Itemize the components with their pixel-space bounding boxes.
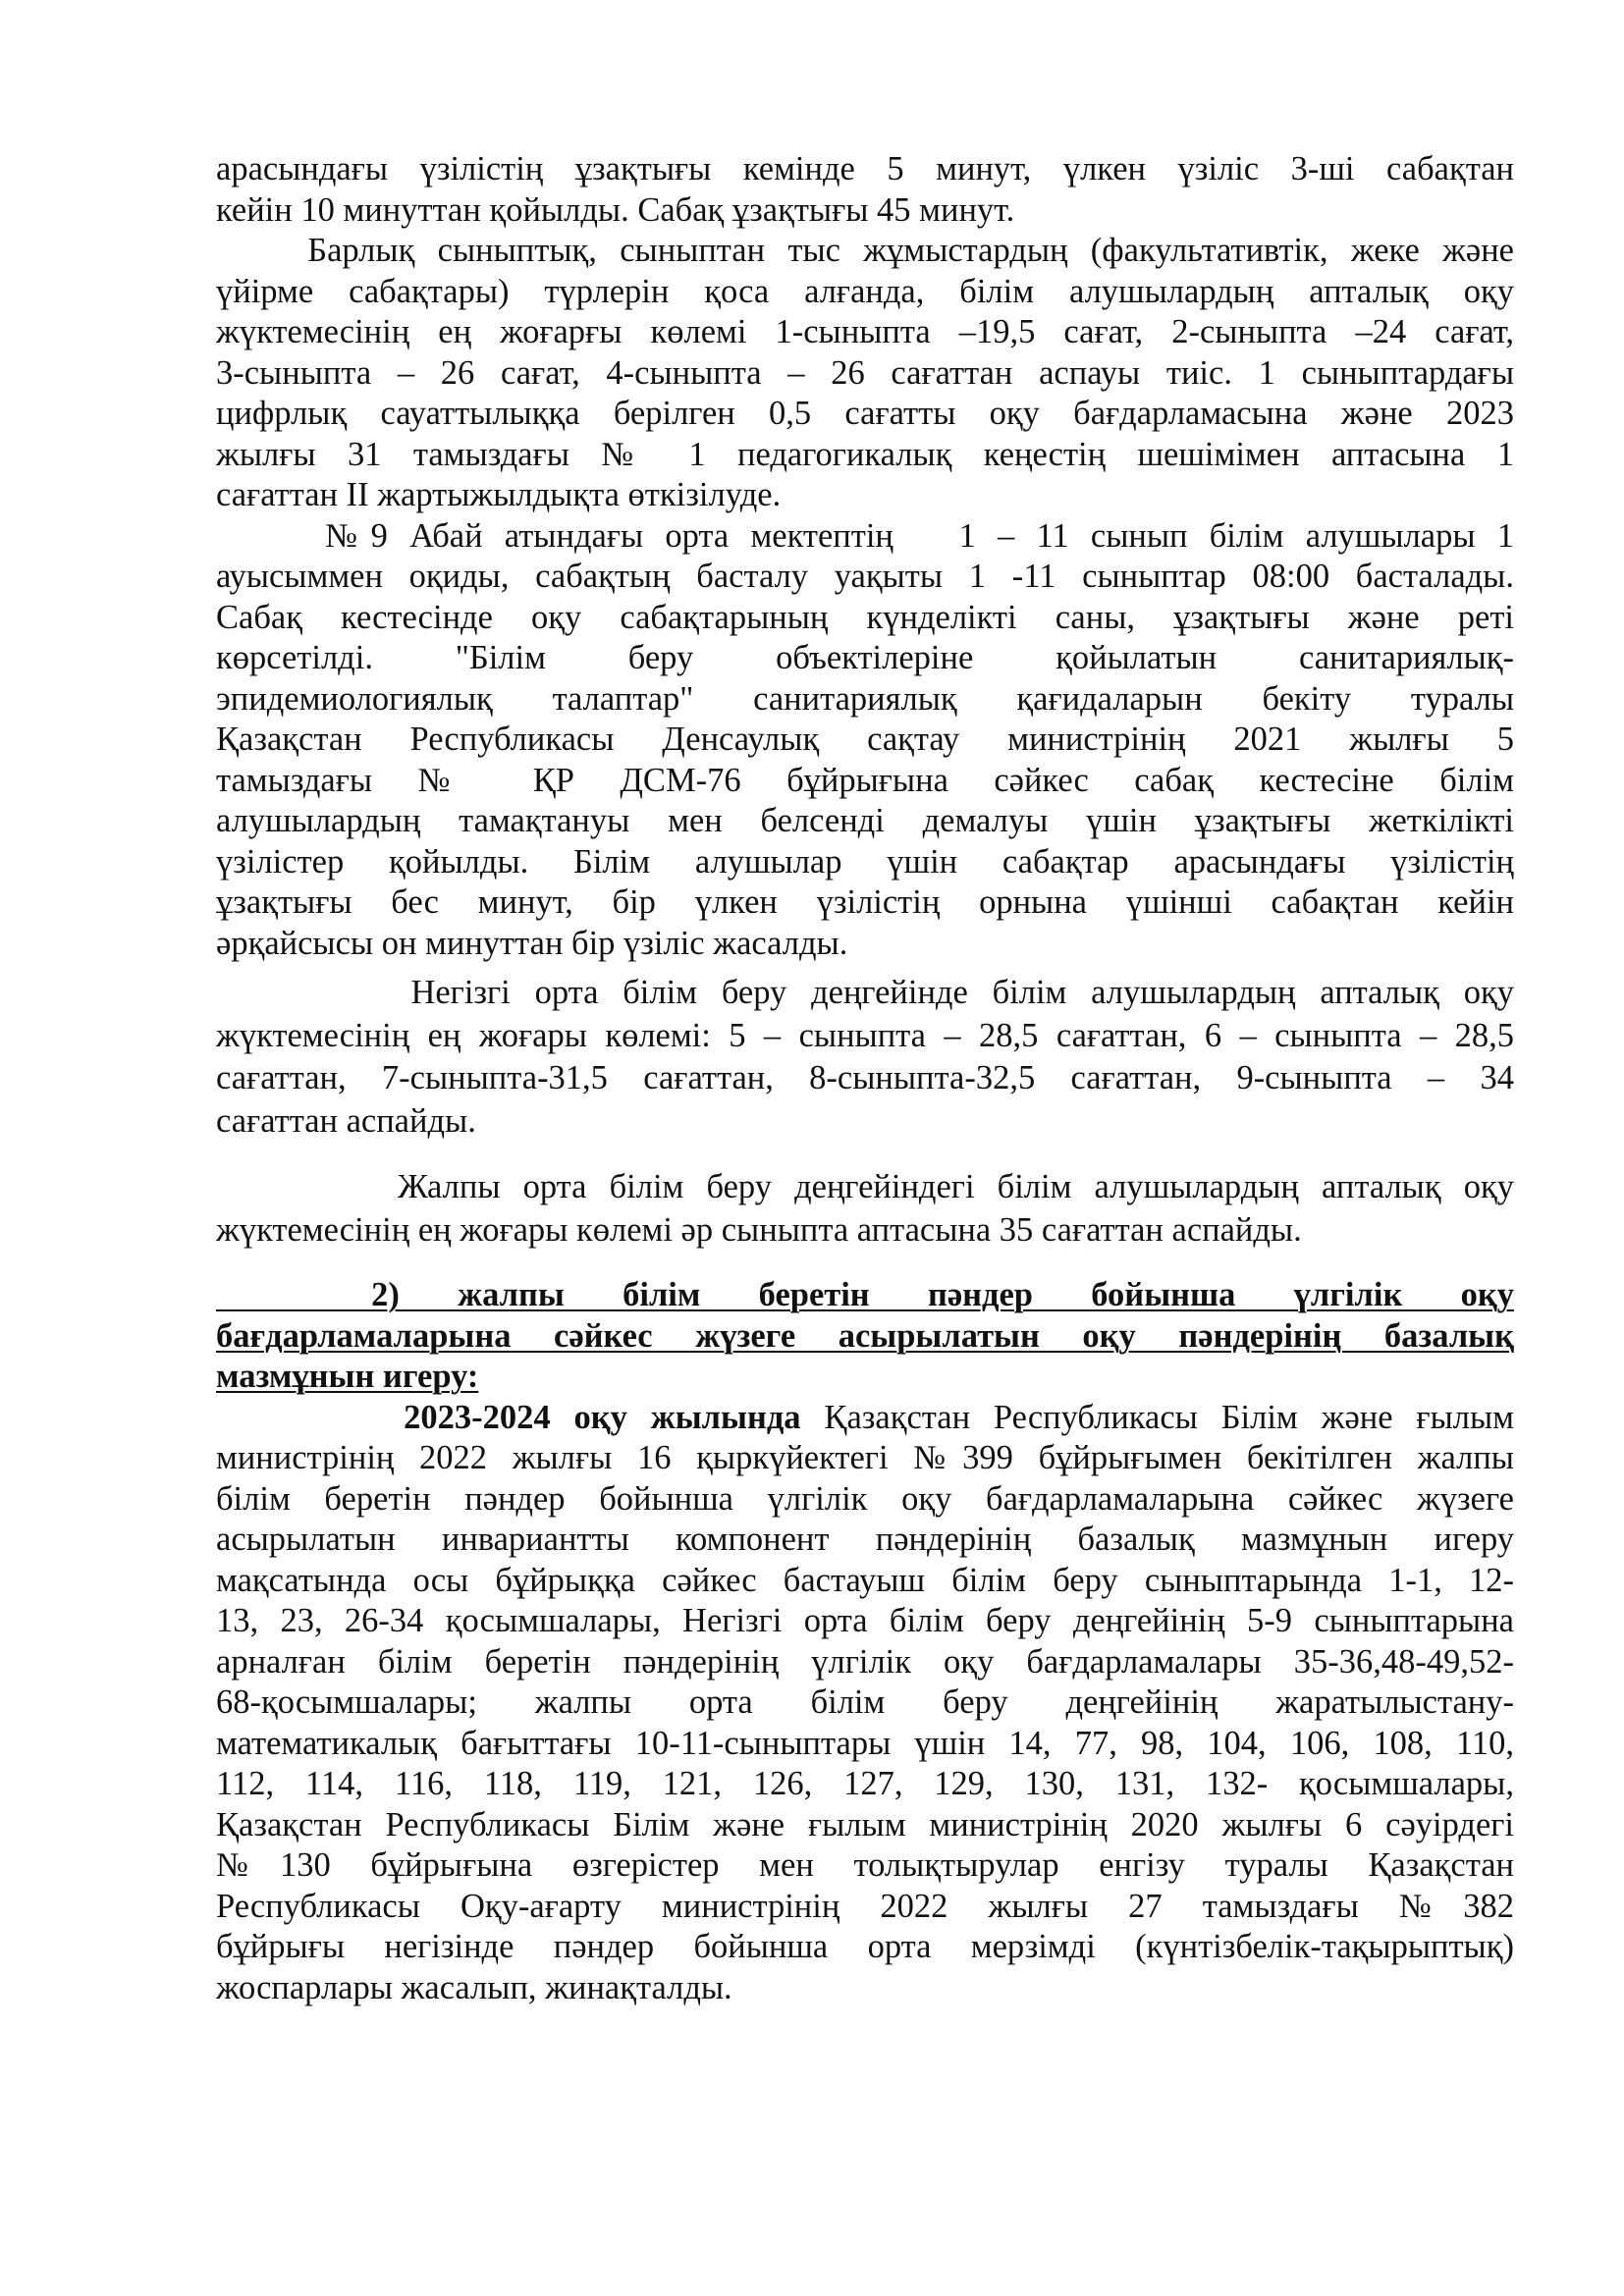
- text-line: жоспарлары жасалып, жинақталды.: [216, 1968, 732, 2006]
- paragraph-shift-schedule: [216, 516, 1514, 965]
- paragraph-spacer: [216, 1252, 1514, 1275]
- text-line: 13, 23, 26-34 қосымшалары, Негізгі орта білім беру деңгейінің 5-9 сыныптарына: [216, 1602, 1514, 1639]
- text-line: асырылатын инвариантты компонент пәндерінің базалық мазмұнын игеру: [216, 1521, 1514, 1558]
- text-line: математикалық бағыттағы 10-11-сыныптары үшін 14, 77, 98, 104, 106, 108, 110,: [216, 1724, 1514, 1762]
- text-line: ауысыммен оқиды, сабақтың басталу уақыты 1 -11 сыныптар 08:00 басталады.: [216, 558, 1514, 595]
- text-line: Жалпы орта білім беру деңгейіндегі білім алушылардың апталық оқу: [216, 1168, 1514, 1205]
- text-line: жылғы 31 тамыздағы № 1 педагогикалық кеңестің шешімімен аптасына 1: [216, 435, 1514, 473]
- text-line: ұзақтығы бес минут, бір үлкен үзілістің орнына үшінші сабақтан кейін: [216, 883, 1514, 921]
- text-line: мақсатында осы бұйрыққа сәйкес бастауыш білім беру сыныптарында 1-1, 12-: [216, 1561, 1514, 1599]
- text-line: Қазақстан Республикасы Денсаулық сақтау министрінің 2021 жылғы 5: [216, 721, 1514, 758]
- paragraph-weekly-load-general: [216, 1166, 1514, 1252]
- text-line: алушылардың тамақтануы мен белсенді демалуы үшін ұзақтығы жеткілікті: [216, 802, 1514, 839]
- text-line: арасындағы үзілістің ұзақтығы кемінде 5 минут, үлкен үзіліс 3-ші сабақтан: [216, 150, 1514, 187]
- text-line: цифрлық сауаттылыққа берілген 0,5 сағатты оқу бағдарламасына және 2023: [216, 395, 1514, 432]
- paragraph-weekly-load-primary: [216, 231, 1514, 516]
- text-line: сағаттан, 7-сыныпта-31,5 сағаттан, 8-сыныпта-32,5 сағаттан, 9-сыныпта – 34: [216, 1059, 1514, 1096]
- document-page: [216, 149, 1514, 2008]
- text-line: жүктемесінің ең жоғарғы көлемі 1-сыныпта –19,5 сағат, 2-сыныпта –24 сағат,: [216, 313, 1514, 350]
- text-line: [216, 1398, 1514, 1439]
- text-line: Қазақстан Республикасы Білім және ғылым министрінің 2020 жылғы 6 сәуірдегі: [216, 1805, 1514, 1843]
- text-line: Республикасы Оқу-ағарту министрінің 2022 жылғы 27 тамыздағы №382: [216, 1887, 1514, 1925]
- paragraph-spacer: [216, 1143, 1514, 1166]
- text-line: эпидемиологиялық талаптар" санитариялық қағидаларын бекіту туралы: [216, 679, 1514, 718]
- text-line: жүктемесінің ең жоғары көлемі: 5 – сыныпта – 28,5 сағаттан, 6 – сыныпта – 28,5: [216, 1016, 1514, 1054]
- text-line: сағаттан II жартыжылдықта өткізілуде.: [216, 476, 782, 513]
- text-line: бұйрығы негізінде пәндер бойынша орта мерзімді (күнтізбелік-тақырыптық): [216, 1928, 1514, 1965]
- text-line: үйірме сабақтары) түрлерін қоса алғанда, білім алушылардың апталық оқу: [216, 272, 1514, 310]
- text-line: әрқайсысы он минуттан бір үзіліс жасалды.: [216, 924, 848, 962]
- text-line: білім беретін пәндер бойынша үлгілік оқу бағдарламаларына сәйкес жүзеге: [216, 1479, 1514, 1518]
- section-heading: [216, 1275, 1514, 1398]
- text-line: 112, 114, 116, 118, 119, 121, 126, 127, 129, 130, 131, 132- қосымшалары,: [216, 1765, 1514, 1802]
- text-line: Сабақ кестесінде оқу сабақтарының күнделікті саны, ұзақтығы және реті: [216, 598, 1514, 636]
- paragraph-weekly-load-basic: [216, 972, 1514, 1143]
- text-line: Барлық сыныптық, сыныптан тыс жұмыстардың (факультативтік, жеке және: [216, 232, 1514, 269]
- text-line: министрінің 2022 жылғы 16 қыркүйектегі №399 бұйрығымен бекітілген жалпы: [216, 1439, 1514, 1476]
- heading-line: 2) жалпы білім беретін пәндер бойынша үлгілік оқу: [216, 1276, 1514, 1313]
- text-line: 68-қосымшалары; жалпы орта білім беру деңгейінің жаратылыстану-: [216, 1683, 1514, 1721]
- text-run: Қазақстан Республикасы Білім және ғылым: [800, 1398, 1514, 1436]
- text-line: 3-сыныпта – 26 сағат, 4-сыныпта – 26 сағаттан аспауы тиіс. 1 сыныптардағы: [216, 353, 1514, 392]
- text-line: Негізгі орта білім беру деңгейінде білім алушылардың апталық оқу: [216, 974, 1514, 1011]
- text-line: тамыздағы № ҚР ДСМ-76 бұйрығына сәйкес сабақ кестесіне білім: [216, 761, 1514, 799]
- text-line: №130 бұйрығына өзгерістер мен толықтырулар енгізу туралы Қазақстан: [216, 1846, 1514, 1884]
- text-line: арналған білім беретін пәндерінің үлгілік оқу бағдарламалары 35-36,48-49,52-: [216, 1642, 1514, 1681]
- text-line: кейін 10 минуттан қойылды. Сабақ ұзақтығы 45 минут.: [216, 190, 1015, 229]
- bold-lead-text: 2023-2024 оқу жылында: [216, 1398, 801, 1436]
- text-line: №9 Абай атындағы орта мектептің 1 – 11 сынып білім алушылары 1: [216, 516, 1514, 555]
- paragraph-curriculum-plans: [216, 1398, 1514, 2009]
- text-line: үзілістер қойылды. Білім алушылар үшін сабақтар арасындағы үзілістің: [216, 842, 1514, 881]
- text-line: жүктемесінің ең жоғары көлемі әр сыныпта аптасына 35 сағаттан аспайды.: [216, 1210, 1302, 1249]
- text-line: сағаттан аспайды.: [216, 1101, 476, 1140]
- heading-line: бағдарламаларына сәйкес жүзеге асырылатын оқу пәндерінің базалық: [216, 1316, 1514, 1355]
- paragraph-breaks-duration: [216, 149, 1514, 231]
- text-line: көрсетілді. "Білім беру объектілеріне қойылатын санитариялық-: [216, 639, 1514, 676]
- heading-line: мазмұнын игеру:: [216, 1358, 479, 1395]
